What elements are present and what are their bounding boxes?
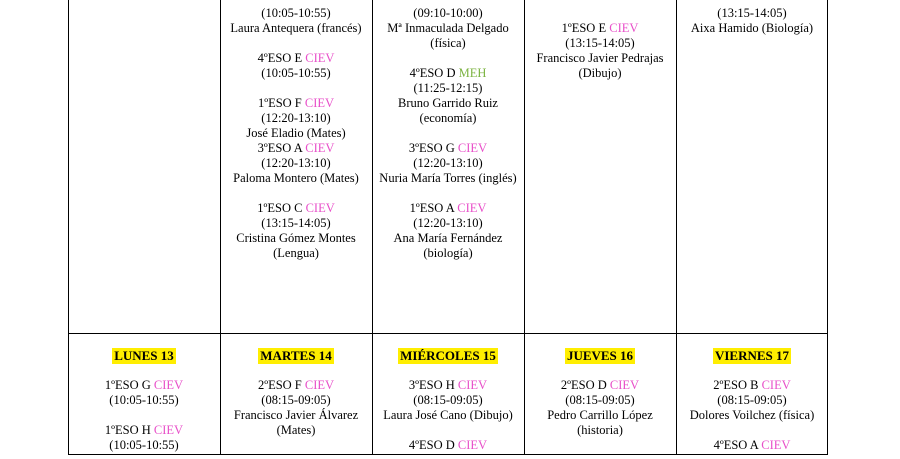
class-group: 1ºESO G (104, 378, 151, 392)
entry-group-line (372, 438, 524, 453)
entry-detail: (13:15-14:05) (565, 36, 635, 50)
entry-detail: (08:15-09:05) (717, 393, 787, 407)
entry-group-line (220, 201, 372, 216)
entry-detail: (economía) (419, 111, 477, 125)
entry-detail: Aixa Hamido (Biología) (690, 21, 814, 35)
day-header-row (372, 348, 524, 364)
entry-detail: (Dibujo) (578, 66, 622, 80)
class-group: 1ºESO F (257, 96, 302, 110)
program-tag: CIEV (457, 141, 488, 155)
day-header-row (676, 348, 828, 364)
program-tag: CIEV (609, 21, 639, 35)
cell-monday (68, 348, 220, 453)
cell-thursday (524, 348, 676, 438)
entry-spacer (372, 51, 524, 66)
cell-wednesday (372, 348, 524, 453)
cell-top-col4 (524, 21, 676, 81)
class-group: 4ºESO A (713, 438, 759, 452)
program-tag: CIEV (305, 141, 335, 155)
day-header-row (220, 348, 372, 364)
entry-spacer (372, 126, 524, 141)
entry-group-line (676, 438, 828, 453)
class-group: 3ºESO G (408, 141, 455, 155)
program-tag: CIEV (457, 438, 488, 452)
entry-group-line (524, 21, 676, 36)
program-tag: CIEV (457, 378, 488, 392)
entry-detail: Paloma Montero (Mates) (233, 171, 359, 185)
program-tag: CIEV (153, 378, 184, 392)
entry-group-line (372, 66, 524, 81)
entry-detail: (11:25-12:15) (413, 81, 483, 95)
class-group: 1ºESO A (409, 201, 455, 215)
entry-spacer (372, 423, 524, 438)
class-group: 4ºESO D (408, 438, 455, 452)
program-tag: CIEV (457, 201, 487, 215)
entry-group-line (220, 378, 372, 393)
entry-group-line (372, 141, 524, 156)
entry-group-line (372, 201, 524, 216)
class-group: 4ºESO E (257, 51, 303, 65)
entry-spacer (68, 408, 220, 423)
entry-spacer (220, 186, 372, 201)
class-group: 2ºESO F (257, 378, 302, 392)
entry-detail: (10:05-10:55) (261, 66, 331, 80)
class-group: 1ºESO H (104, 423, 151, 437)
entry-spacer (372, 186, 524, 201)
entry-detail: (12:20-13:10) (413, 156, 483, 170)
entry-detail: (10:05-10:55) (109, 393, 179, 407)
entry-spacer (220, 81, 372, 96)
entry-detail: (10:05-10:55) (261, 6, 331, 20)
entry-detail: Nuria María Torres (inglés) (379, 171, 517, 185)
entry-detail: Laura Antequera (francés) (230, 21, 362, 35)
entry-detail: Mª Inmaculada Delgado (387, 21, 509, 35)
entry-detail: Bruno Garrido Ruiz (398, 96, 498, 110)
entry-detail: (Lengua) (273, 246, 319, 260)
entry-detail: (Mates) (276, 423, 316, 437)
entry-detail: Laura José Cano (Dibujo) (383, 408, 513, 422)
entry-detail: (08:15-09:05) (565, 393, 635, 407)
entry-detail: Dolores Voilchez (física) (689, 408, 815, 422)
entry-detail: (08:15-09:05) (261, 393, 331, 407)
row-divider (68, 333, 828, 334)
cell-tuesday (220, 348, 372, 438)
entry-group-line (676, 378, 828, 393)
entry-group-line (220, 51, 372, 66)
entry-detail: (08:15-09:05) (413, 393, 483, 407)
entry-detail: Francisco Javier Álvarez (233, 408, 359, 422)
class-group: 4ºESO D (409, 66, 456, 80)
entry-detail: (12:20-13:10) (413, 216, 483, 230)
entry-spacer (220, 36, 372, 51)
entry-group-line (372, 378, 524, 393)
program-tag: CIEV (305, 201, 335, 215)
schedule-table (68, 0, 828, 455)
program-tag: MEH (458, 66, 487, 80)
table-border-bottom (68, 454, 828, 455)
program-tag: CIEV (304, 96, 335, 110)
cell-friday (676, 348, 828, 453)
entry-group-line (68, 378, 220, 393)
entry-detail: Cristina Gómez Montes (236, 231, 356, 245)
class-group: 1ºESO C (257, 201, 303, 215)
entry-detail: Pedro Carrillo López (547, 408, 653, 422)
day-heading: MIÉRCOLES 15 (400, 348, 496, 363)
entry-detail: (12:20-13:10) (261, 111, 331, 125)
entry-detail: Ana María Fernández (393, 231, 503, 245)
class-group: 2ºESO D (560, 378, 607, 392)
program-tag: CIEV (761, 378, 791, 392)
entry-detail: José Eladio (Mates) (246, 126, 346, 140)
cell-top-col2 (220, 6, 372, 261)
entry-group-line (524, 378, 676, 393)
program-tag: CIEV (761, 438, 791, 452)
entry-detail: (12:20-13:10) (261, 156, 331, 170)
entry-detail: (13:15-14:05) (261, 216, 331, 230)
day-heading: MARTES 14 (260, 348, 332, 363)
program-tag: CIEV (609, 378, 640, 392)
entry-detail: (09:10-10:00) (413, 6, 483, 20)
day-header-row (68, 348, 220, 364)
day-heading: LUNES 13 (114, 348, 174, 363)
entry-detail: (historia) (577, 423, 623, 437)
program-tag: CIEV (153, 423, 184, 437)
class-group: 2ºESO B (713, 378, 759, 392)
day-header-row (524, 348, 676, 364)
entry-detail: (10:05-10:55) (109, 438, 179, 452)
class-group: 1ºESO E (561, 21, 607, 35)
program-tag: CIEV (305, 51, 335, 65)
entry-group-line (68, 423, 220, 438)
entry-group-line (220, 96, 372, 111)
cell-top-col5 (676, 6, 828, 36)
day-heading: JUEVES 16 (566, 348, 634, 363)
entry-detail: (13:15-14:05) (717, 6, 787, 20)
class-group: 3ºESO A (257, 141, 303, 155)
entry-detail: Francisco Javier Pedrajas (536, 51, 664, 65)
class-group: 3ºESO H (408, 378, 455, 392)
entry-detail: (biología) (423, 246, 473, 260)
day-heading: VIERNES 17 (714, 348, 790, 363)
entry-spacer (676, 423, 828, 438)
entry-detail: (física) (430, 36, 466, 50)
program-tag: CIEV (304, 378, 335, 392)
cell-top-col3 (372, 6, 524, 261)
entry-group-line (220, 141, 372, 156)
